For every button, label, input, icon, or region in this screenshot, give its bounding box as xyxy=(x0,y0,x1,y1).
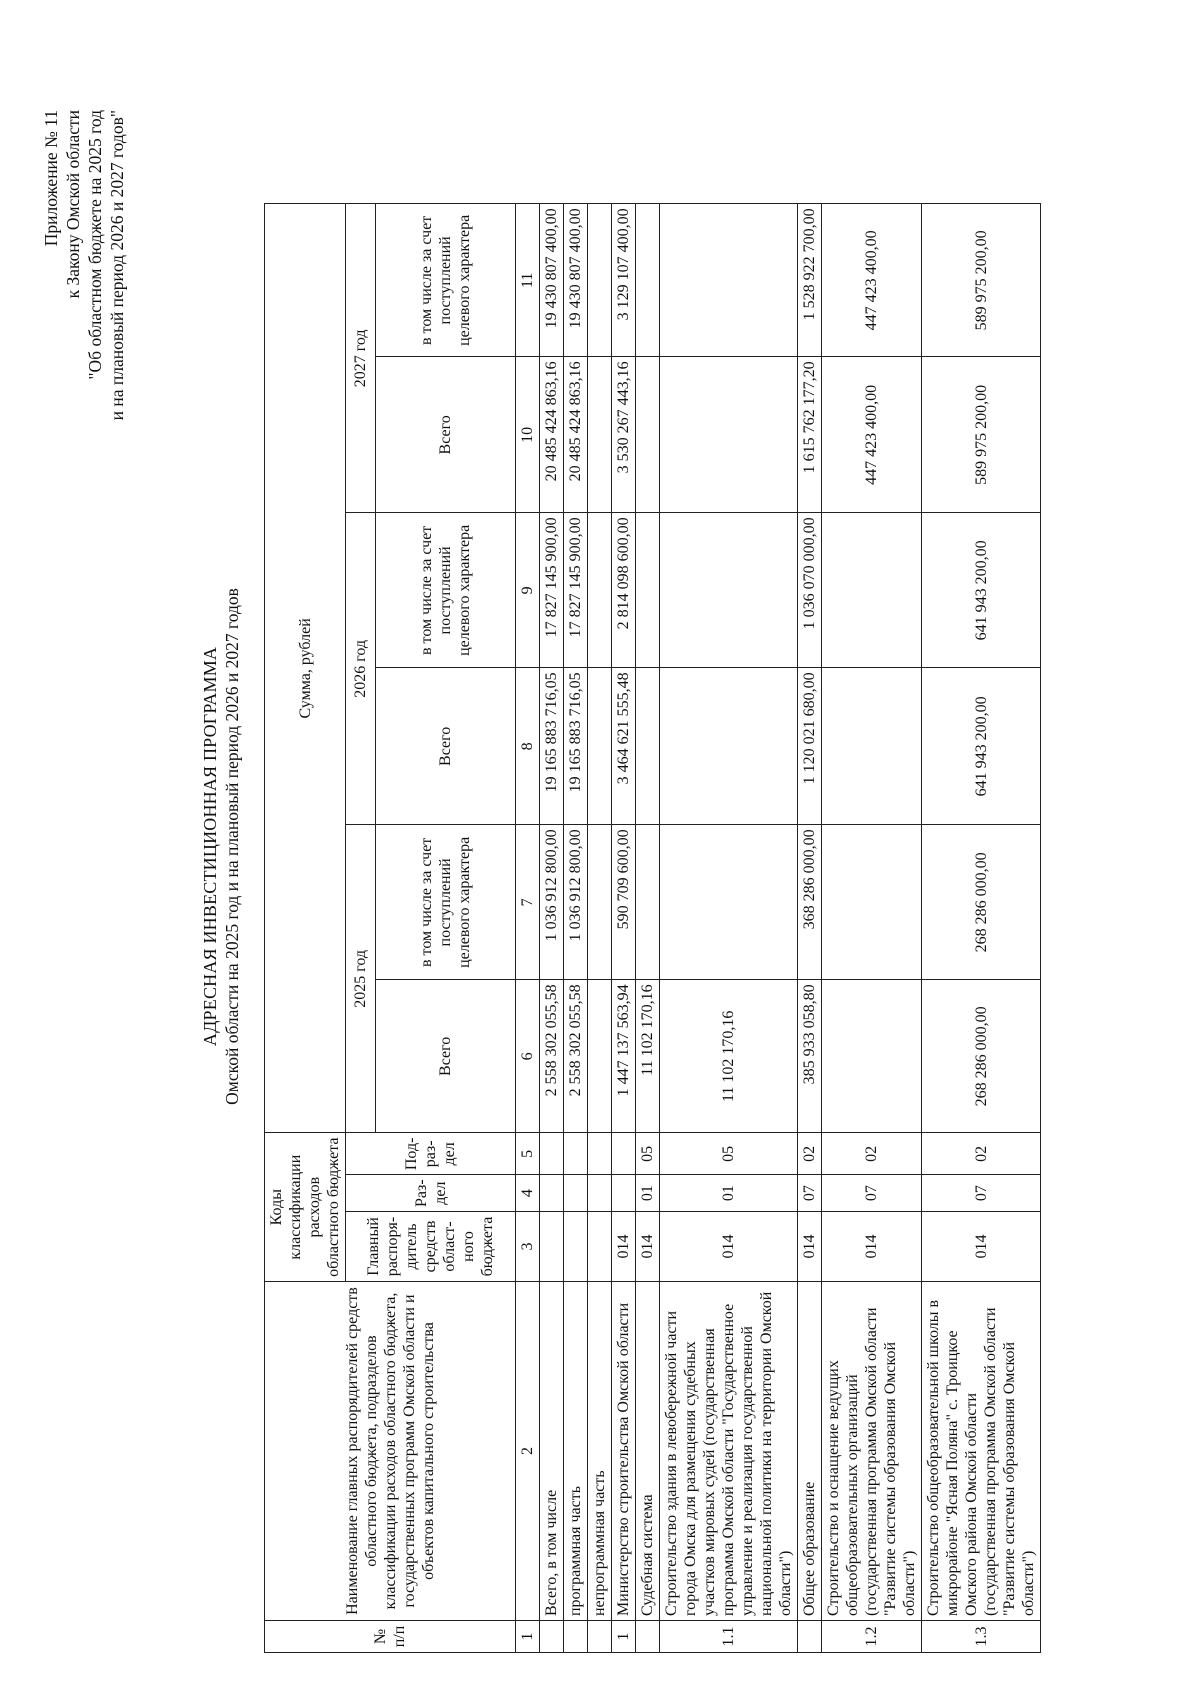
row-section: 01 xyxy=(660,1175,798,1212)
row-section: 07 xyxy=(822,1175,922,1212)
header-year-2025: 2025 год xyxy=(346,825,376,1133)
row-target-2025 xyxy=(588,825,612,980)
row-target-2025 xyxy=(636,825,660,980)
row-name: Министерство строительства Омской области xyxy=(612,1282,636,1621)
header-total-2027: Всего xyxy=(376,357,516,513)
row-number xyxy=(798,1621,822,1653)
row-target-2027 xyxy=(588,204,612,357)
row-total-2025: 2 558 302 055,58 xyxy=(540,980,564,1133)
column-number: 11 xyxy=(516,204,540,357)
row-subsection xyxy=(540,1133,564,1175)
appendix-line: Приложение № 11 xyxy=(41,110,61,247)
row-target-2026: 641 943 200,00 xyxy=(922,513,1041,668)
header-name: Наименование главных распорядителей средств областного бюджета, подразделов классификации расходов областного бюджета, государственных программ Омской области и объектов капитального строительства xyxy=(265,1282,516,1621)
header-year-2027: 2027 год xyxy=(346,204,376,513)
row-target-2027: 19 430 807 400,00 xyxy=(564,204,588,357)
row-target-2026: 2 814 098 600,00 xyxy=(612,513,636,668)
row-number: 1 xyxy=(612,1621,636,1653)
header-sum: Сумма, рублей xyxy=(265,204,346,1133)
row-name: Всего, в том числе xyxy=(540,1282,564,1621)
row-target-2026: 1 036 070 000,00 xyxy=(798,513,822,668)
row-name: Общее образование xyxy=(798,1282,822,1621)
row-target-2027: 1 528 922 700,00 xyxy=(798,204,822,357)
row-target-2026 xyxy=(636,513,660,668)
header-target-2026: в том числе за счет поступлений целевого характера xyxy=(376,513,516,668)
row-target-2026: 17 827 145 900,00 xyxy=(540,513,564,668)
row-subsection xyxy=(612,1133,636,1175)
row-total-2027: 1 615 762 177,20 xyxy=(798,357,822,513)
row-subsection: 02 xyxy=(798,1133,822,1175)
row-section: 07 xyxy=(922,1175,1041,1212)
table-row xyxy=(612,204,636,1653)
row-target-2027 xyxy=(660,204,798,357)
column-number: 10 xyxy=(516,357,540,513)
row-total-2025: 268 286 000,00 xyxy=(922,980,1041,1133)
row-number xyxy=(540,1621,564,1653)
row-total-2027: 20 485 424 863,16 xyxy=(564,357,588,513)
row-total-2027: 20 485 424 863,16 xyxy=(540,357,564,513)
column-number: 2 xyxy=(516,1282,540,1621)
header-number: № п/п xyxy=(265,1621,516,1653)
row-main-manager xyxy=(588,1212,612,1282)
row-total-2025: 11 102 170,16 xyxy=(636,980,660,1133)
header-target-2025: в том числе за счет поступлений целевого характера xyxy=(376,825,516,980)
column-number: 1 xyxy=(516,1621,540,1653)
row-subsection: 02 xyxy=(922,1133,1041,1175)
row-name: программная часть xyxy=(564,1282,588,1621)
row-total-2026 xyxy=(588,668,612,825)
row-total-2025: 385 933 058,80 xyxy=(798,980,822,1133)
row-target-2027: 19 430 807 400,00 xyxy=(540,204,564,357)
row-section xyxy=(588,1175,612,1212)
row-target-2025 xyxy=(822,825,922,980)
row-target-2027: 447 423 400,00 xyxy=(822,204,922,357)
row-main-manager: 014 xyxy=(636,1212,660,1282)
row-target-2027: 3 129 107 400,00 xyxy=(612,204,636,357)
row-subsection: 05 xyxy=(636,1133,660,1175)
row-section: 07 xyxy=(798,1175,822,1212)
row-target-2027 xyxy=(636,204,660,357)
row-section xyxy=(612,1175,636,1212)
column-number: 3 xyxy=(516,1212,540,1282)
row-number: 1.3 xyxy=(922,1621,1041,1653)
row-name: непрограммная часть xyxy=(588,1282,612,1621)
appendix-header xyxy=(40,110,128,420)
column-number: 9 xyxy=(516,513,540,668)
header-codes: Коды классификации расходов областного бюджета xyxy=(265,1133,346,1282)
row-total-2025 xyxy=(588,980,612,1133)
row-section xyxy=(540,1175,564,1212)
row-target-2026 xyxy=(822,513,922,668)
row-main-manager: 014 xyxy=(660,1212,798,1282)
header-total-2025: Всего xyxy=(376,980,516,1133)
row-main-manager xyxy=(564,1212,588,1282)
table-row xyxy=(588,204,612,1653)
row-section: 01 xyxy=(636,1175,660,1212)
investment-program-table xyxy=(264,203,1041,1653)
table-row xyxy=(798,204,822,1653)
row-total-2026: 3 464 621 555,48 xyxy=(612,668,636,825)
column-number: 8 xyxy=(516,668,540,825)
row-target-2025: 268 286 000,00 xyxy=(922,825,1041,980)
row-name: Строительство здания в левобережной части города Омска для размещения судебных участков мировых судей (государственная программа Омской области "Государственное управление и реализация государственной национальной политики на территории Омской области") xyxy=(660,1282,798,1621)
row-target-2025: 368 286 000,00 xyxy=(798,825,822,980)
header-section: Раз-дел xyxy=(346,1175,516,1212)
row-target-2025: 1 036 912 800,00 xyxy=(540,825,564,980)
row-number: 1.1 xyxy=(660,1621,798,1653)
row-target-2025: 590 709 600,00 xyxy=(612,825,636,980)
row-target-2025 xyxy=(660,825,798,980)
header-total-2026: Всего xyxy=(376,668,516,825)
row-name: Судебная система xyxy=(636,1282,660,1621)
appendix-line: "Об областном бюджете на 2025 год xyxy=(85,110,105,380)
row-subsection: 02 xyxy=(822,1133,922,1175)
row-total-2026: 19 165 883 716,05 xyxy=(540,668,564,825)
row-name: Строительство и оснащение ведущих общеобразовательных организаций (государственная программа Омской области "Развитие системы образования Омской области") xyxy=(822,1282,922,1621)
row-target-2026: 17 827 145 900,00 xyxy=(564,513,588,668)
row-main-manager: 014 xyxy=(798,1212,822,1282)
row-subsection: 05 xyxy=(660,1133,798,1175)
column-number: 6 xyxy=(516,980,540,1133)
row-name: Строительство общеобразовательной школы в микрорайоне "Ясная Поляна" с. Троицкое Омского района Омской области (государственная программа Омской области "Развитие системы образования Омской области") xyxy=(922,1282,1041,1621)
row-target-2025: 1 036 912 800,00 xyxy=(564,825,588,980)
table-row xyxy=(564,204,588,1653)
row-target-2026 xyxy=(588,513,612,668)
table-row xyxy=(822,204,922,1653)
document-title: АДРЕСНАЯ ИНВЕСТИЦИОННАЯ ПРОГРАММА xyxy=(200,646,220,1047)
row-total-2026: 641 943 200,00 xyxy=(922,668,1041,825)
row-main-manager: 014 xyxy=(822,1212,922,1282)
header-year-2026: 2026 год xyxy=(346,513,376,825)
appendix-line: к Закону Омской области xyxy=(63,110,83,299)
column-number: 5 xyxy=(516,1133,540,1175)
header-target-2027: в том числе за счет поступлений целевого характера xyxy=(376,204,516,357)
column-numbers-row xyxy=(516,204,540,1653)
row-total-2027 xyxy=(588,357,612,513)
row-target-2027: 589 975 200,00 xyxy=(922,204,1041,357)
document-subtitle: Омской области на 2025 год и на плановый период 2026 и 2027 годов xyxy=(222,588,242,1105)
row-total-2025 xyxy=(822,980,922,1133)
row-number xyxy=(636,1621,660,1653)
row-total-2026: 19 165 883 716,05 xyxy=(564,668,588,825)
row-target-2026 xyxy=(660,513,798,668)
table-row xyxy=(636,204,660,1653)
row-number: 1.2 xyxy=(822,1621,922,1653)
row-subsection xyxy=(588,1133,612,1175)
row-main-manager: 014 xyxy=(922,1212,1041,1282)
row-total-2027: 589 975 200,00 xyxy=(922,357,1041,513)
row-main-manager xyxy=(540,1212,564,1282)
row-subsection xyxy=(564,1133,588,1175)
column-number: 7 xyxy=(516,825,540,980)
row-total-2026 xyxy=(636,668,660,825)
column-number: 4 xyxy=(516,1175,540,1212)
appendix-line: и на плановый период 2026 и 2027 годов" xyxy=(107,110,127,421)
header-subsection: Под-раз-дел xyxy=(346,1133,516,1175)
table-row xyxy=(922,204,1041,1653)
header-main-manager: Главный распоря-дитель средств област-ного бюджета xyxy=(346,1212,516,1282)
table-row xyxy=(540,204,564,1653)
row-total-2027 xyxy=(660,357,798,513)
row-total-2026 xyxy=(822,668,922,825)
row-total-2025: 11 102 170,16 xyxy=(660,980,798,1133)
row-total-2026 xyxy=(660,668,798,825)
table-row xyxy=(660,204,798,1653)
row-section xyxy=(564,1175,588,1212)
row-total-2025: 1 447 137 563,94 xyxy=(612,980,636,1133)
row-number xyxy=(588,1621,612,1653)
row-total-2027: 447 423 400,00 xyxy=(822,357,922,513)
row-total-2027: 3 530 267 443,16 xyxy=(612,357,636,513)
row-number xyxy=(564,1621,588,1653)
row-total-2027 xyxy=(636,357,660,513)
row-total-2026: 1 120 021 680,00 xyxy=(798,668,822,825)
row-total-2025: 2 558 302 055,58 xyxy=(564,980,588,1133)
row-main-manager: 014 xyxy=(612,1212,636,1282)
